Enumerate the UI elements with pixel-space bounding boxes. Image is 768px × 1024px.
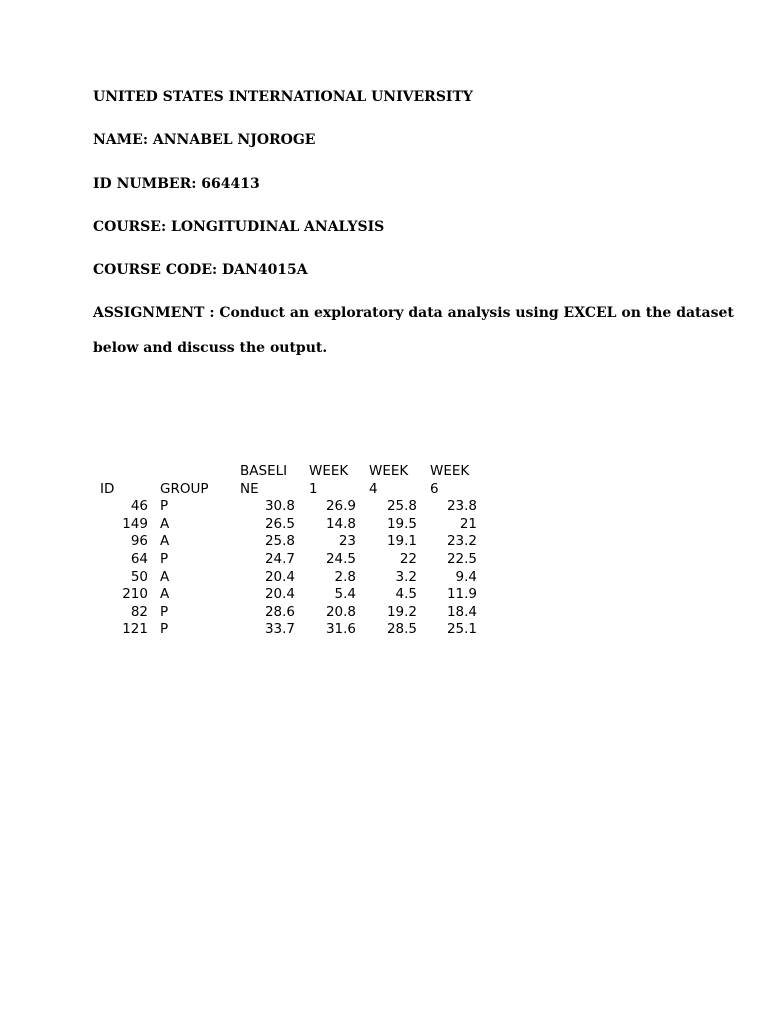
cell-id: 50 [130,568,148,585]
header-week6: WEEK 6 [430,463,470,497]
cell-group: P [160,498,169,515]
cell-week1: 2.8 [334,568,356,585]
cell-id: 96 [130,533,148,550]
cell-week6: 21 [459,515,477,532]
cell-group: A [160,515,170,532]
cell-baseline: 30.8 [264,498,295,515]
header-group: GROUP [160,480,209,497]
student-name: NAME: ANNABEL NJOROGE [93,132,316,148]
university-heading: UNITED STATES INTERNATIONAL UNIVERSITY [93,89,473,105]
cell-baseline: 25.8 [264,533,295,550]
cell-group: P [160,603,169,620]
cell-week6: 25.1 [446,621,477,638]
cell-group: P [160,621,169,638]
course-name: COURSE: LONGITUDINAL ANALYSIS [93,219,385,235]
cell-id: 82 [130,603,148,620]
cell-id: 121 [122,621,148,638]
cell-week4: 19.2 [386,603,417,620]
cell-week1: 23 [338,533,356,550]
cell-group: P [160,550,169,567]
cell-week4: 19.1 [386,533,417,550]
cell-week4: 28.5 [386,621,417,638]
assignment-line-2: below and discuss the output. [93,340,328,356]
cell-week4: 22 [399,550,417,567]
cell-id: 46 [130,498,148,515]
cell-group: A [160,568,170,585]
cell-week1: 5.4 [334,586,356,603]
cell-baseline: 20.4 [264,586,295,603]
header-id: ID [100,480,115,497]
cell-week6: 22.5 [446,550,477,567]
header-week1: WEEK 1 [309,463,349,497]
cell-week1: 20.8 [325,603,356,620]
cell-week6: 23.8 [446,498,477,515]
cell-week6: 18.4 [446,603,477,620]
cell-week4: 25.8 [386,498,417,515]
cell-baseline: 20.4 [264,568,295,585]
id-number: ID NUMBER: 664413 [93,176,260,192]
cell-id: 64 [130,550,148,567]
assignment-line-1: ASSIGNMENT : Conduct an exploratory data analysis using EXCEL on the dataset [93,305,734,321]
header-baseline: BASELI NE [240,463,288,497]
cell-group: A [160,586,170,603]
cell-week4: 19.5 [386,515,417,532]
cell-week6: 23.2 [446,533,477,550]
cell-week1: 31.6 [325,621,356,638]
cell-week6: 11.9 [446,586,477,603]
cell-week1: 26.9 [325,498,356,515]
cell-baseline: 28.6 [264,603,295,620]
cell-week4: 4.5 [395,586,417,603]
cell-baseline: 24.7 [264,550,295,567]
cell-week6: 9.4 [455,568,477,585]
cell-week4: 3.2 [395,568,417,585]
course-code: COURSE CODE: DAN4015A [93,262,308,278]
cell-week1: 14.8 [325,515,356,532]
cell-group: A [160,533,170,550]
cell-week1: 24.5 [325,550,356,567]
cell-baseline: 33.7 [264,621,295,638]
cell-id: 210 [122,586,148,603]
cell-id: 149 [122,515,148,532]
header-week4: WEEK 4 [369,463,409,497]
cell-baseline: 26.5 [264,515,295,532]
